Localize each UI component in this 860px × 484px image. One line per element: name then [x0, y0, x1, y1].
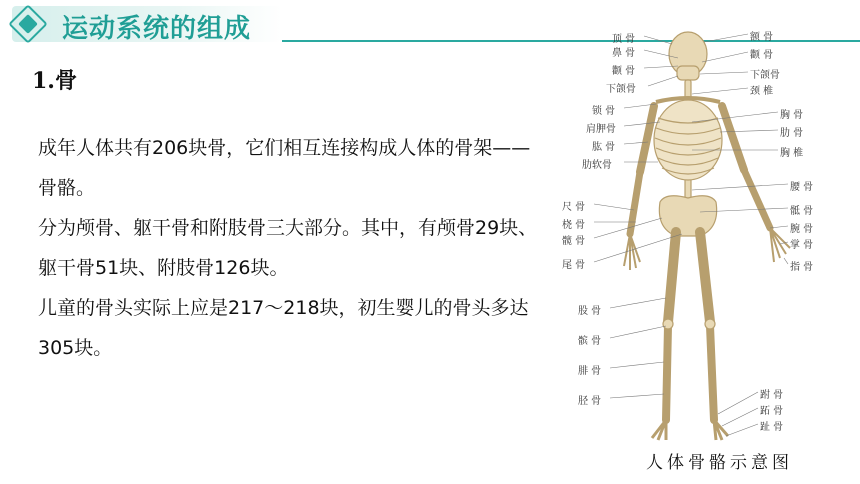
label-zygomatic-left: 颧 骨 [612, 66, 636, 77]
label-clavicle: 锁 骨 [592, 106, 616, 117]
label-sternum: 胸 骨 [780, 110, 804, 121]
label-patella: 髌 骨 [578, 336, 602, 347]
label-tibia: 胫 骨 [578, 396, 602, 407]
label-ulna: 尺 骨 [562, 202, 586, 213]
label-sacrum: 骶 骨 [790, 206, 814, 217]
label-thoracic: 胸 椎 [780, 148, 804, 159]
label-toe: 趾 骨 [760, 422, 784, 433]
label-cervical: 颈 椎 [750, 86, 774, 97]
left-foot [652, 420, 666, 440]
section-heading: 1.骨 [32, 68, 77, 94]
label-metatarsal: 跖 骨 [760, 406, 784, 417]
label-costal-cartilage: 肋软骨 [582, 160, 612, 171]
label-tarsal: 跗 骨 [760, 390, 784, 401]
right-femur [700, 232, 710, 322]
figure-caption: 人体骨骼示意图 [646, 453, 793, 473]
label-mandible-left: 下颌骨 [606, 84, 636, 95]
right-hand [770, 228, 790, 262]
label-frontal: 额 骨 [750, 32, 774, 43]
label-phalanges: 指 骨 [790, 262, 814, 273]
label-nasal: 鼻 骨 [612, 48, 636, 59]
right-forearm [744, 170, 770, 228]
slide-title: 运动系统的组成 [62, 14, 252, 44]
label-fibula: 腓 骨 [578, 366, 602, 377]
right-tibia [710, 326, 714, 420]
label-lumbar: 腰 骨 [790, 182, 814, 193]
label-scapula: 肩胛骨 [586, 124, 616, 135]
label-hip: 髋 骨 [562, 236, 586, 247]
paragraph-bone-groups: 分为颅骨、躯干骨和附肢骨三大部分。其中，有颅骨29块、躯干骨51块、附肢骨126块。 [38, 217, 538, 279]
body-text [38, 128, 538, 368]
label-coccyx: 尾 骨 [562, 260, 586, 271]
label-rib: 肋 骨 [780, 128, 804, 139]
label-humerus: 肱 骨 [592, 142, 616, 153]
right-kneecap [705, 319, 715, 329]
skeleton-illustration [548, 22, 860, 452]
label-radius: 桡 骨 [562, 220, 586, 231]
ribcage [654, 100, 722, 180]
pelvis [659, 196, 716, 236]
jaw [677, 66, 699, 80]
right-foot [714, 420, 728, 440]
label-metacarpal: 掌 骨 [790, 240, 814, 251]
left-tibia [666, 326, 668, 420]
label-parietal: 顶 骨 [612, 34, 636, 45]
skeleton-figure [548, 22, 860, 452]
paragraph-total-bones: 成年人体共有206块骨，它们相互连接构成人体的骨架——骨骼。 [38, 137, 531, 199]
label-carpal: 腕 骨 [790, 224, 814, 235]
left-kneecap [663, 319, 673, 329]
right-humerus [722, 106, 744, 170]
paragraph-children-bones: 儿童的骨头实际上应是217～218块，初生婴儿的骨头多达305块。 [38, 297, 529, 359]
left-femur [668, 232, 676, 322]
label-mandible-right: 下颌骨 [750, 70, 780, 81]
label-zygomatic-right: 颧 骨 [750, 50, 774, 61]
label-femur: 股 骨 [578, 306, 602, 317]
